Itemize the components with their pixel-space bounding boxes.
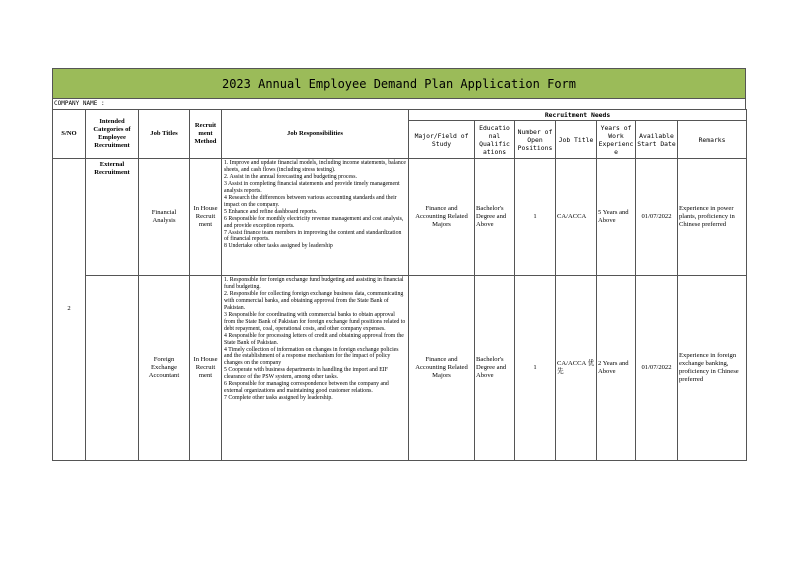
- responsibility-item: 2. Responsible for collecting foreign exchange business data, communicating with commercial banks, and obtaining approval from the State Bank of Pakistan.: [224, 290, 404, 311]
- row-method: In House Recruit ment: [190, 159, 222, 276]
- row-openings: 1: [515, 159, 556, 276]
- responsibility-item: 4 Timely collection of information on changes in foreign exchange policies and the establishment of a response mechanism for the impact of policy changes on the company: [224, 346, 399, 367]
- row-major: Finance and Accounting Related Majors: [409, 276, 475, 461]
- row-responsibilities: [222, 276, 409, 461]
- row-sno: 2: [53, 159, 86, 461]
- header-category: Intended Categories of Employee Recruitment: [86, 110, 139, 159]
- row-openings: 1: [515, 276, 556, 461]
- header-job-title: Job Title: [556, 121, 597, 159]
- responsibility-item: 3 Assist in completing financial statements and provide timely management analysis reports.: [224, 180, 400, 194]
- row-category-empty: [86, 276, 139, 461]
- header-experience: Years of Work Experienc e: [597, 121, 636, 159]
- header-method: Recruit ment Method: [190, 110, 222, 159]
- row-education: Bachelor's Degree and Above: [475, 159, 515, 276]
- row-qualification-title: CA/ACCA: [556, 159, 597, 276]
- responsibility-item: 1. Responsible for foreign exchange fund budgeting and assisting in financial fund budgeting.: [224, 277, 404, 290]
- responsibility-item: 3 Responsible for coordinating with commercial banks to obtain approval from the State Bank of Pakistan for foreign exchange fund positions related to debt repayment, coal, operational costs, and other company expenses.: [224, 311, 406, 332]
- row-job-title: Foreign Exchange Accountant: [139, 276, 190, 461]
- row-remarks: Experience in power plants, proficiency in Chinese preferred: [678, 159, 747, 276]
- row-job-title: Financial Analysis: [139, 159, 190, 276]
- header-remarks: Remarks: [678, 121, 747, 159]
- responsibility-item: 1. Improve and update financial models, including income statements, balance sheets, and cash flows (including stress testing).: [224, 160, 406, 173]
- header-major: Major/Field of Study: [409, 121, 475, 159]
- row-method: In House Recruit ment: [190, 276, 222, 461]
- row-experience: 5 Years and Above: [597, 159, 636, 276]
- header-sno: S/NO: [53, 110, 86, 159]
- application-form: [52, 68, 746, 461]
- row-category: External Recruitment: [86, 159, 139, 276]
- row-qualification-title: CA/ACCA 优先: [556, 276, 597, 461]
- form-title: 2023 Annual Employee Demand Plan Application Form: [52, 68, 746, 99]
- header-job-titles: Job Titles: [139, 110, 190, 159]
- row-start-date: 01/07/2022: [636, 276, 678, 461]
- header-education: Educatio nal Qualific ations: [475, 121, 515, 159]
- row-remarks: Experience in foreign exchange banking, proficiency in Chinese preferred: [678, 276, 747, 461]
- responsibility-item: 5 Cooperate with business departments in handling the import and EIF clearance of the PSW system, among other tasks.: [224, 367, 388, 381]
- header-recruitment-needs: Recruitment Needs: [409, 110, 747, 121]
- table-row: [53, 159, 747, 276]
- row-major: Finance and Accounting Related Majors: [409, 159, 475, 276]
- responsibility-item: 7 Assist finance team members in improving the content and standardization of financial reports.: [224, 229, 402, 243]
- header-openings: Number of Open Positions: [515, 121, 556, 159]
- responsibility-item: 6 Responsible for monthly electricity revenue management and cost analysis, and provide exception reports.: [224, 215, 404, 229]
- responsibility-item: 2. Assist in the annual forecasting and budgeting process.: [224, 173, 357, 180]
- responsibility-item: 7 Complete other tasks assigned by leadership.: [224, 395, 333, 402]
- responsibility-item: 4 Research the differences between various accounting standards and their impact on the company.: [224, 194, 397, 208]
- header-responsibilities: Job Responsibilities: [222, 110, 409, 159]
- row-responsibilities: [222, 159, 409, 276]
- row-experience: 2 Years and Above: [597, 276, 636, 461]
- responsibility-item: 8 Undertake other tasks assigned by leadership: [224, 243, 333, 250]
- demand-table: [52, 109, 747, 461]
- responsibility-item: 6 Responsible for managing correspondence between the company and external organizations and maintaining good customer relations.: [224, 381, 389, 395]
- responsibility-item: 4 Responsible for processing letters of credit and obtaining approval from the State Bank of Pakistan.: [224, 332, 404, 346]
- responsibility-item: 5 Enhance and refine dashboard reports.: [224, 208, 318, 215]
- company-name-label: COMPANY NAME :: [52, 99, 746, 109]
- header-start-date: Available Start Date: [636, 121, 678, 159]
- row-start-date: 01/07/2022: [636, 159, 678, 276]
- row-education: Bachelor's Degree and Above: [475, 276, 515, 461]
- table-row: [53, 276, 747, 461]
